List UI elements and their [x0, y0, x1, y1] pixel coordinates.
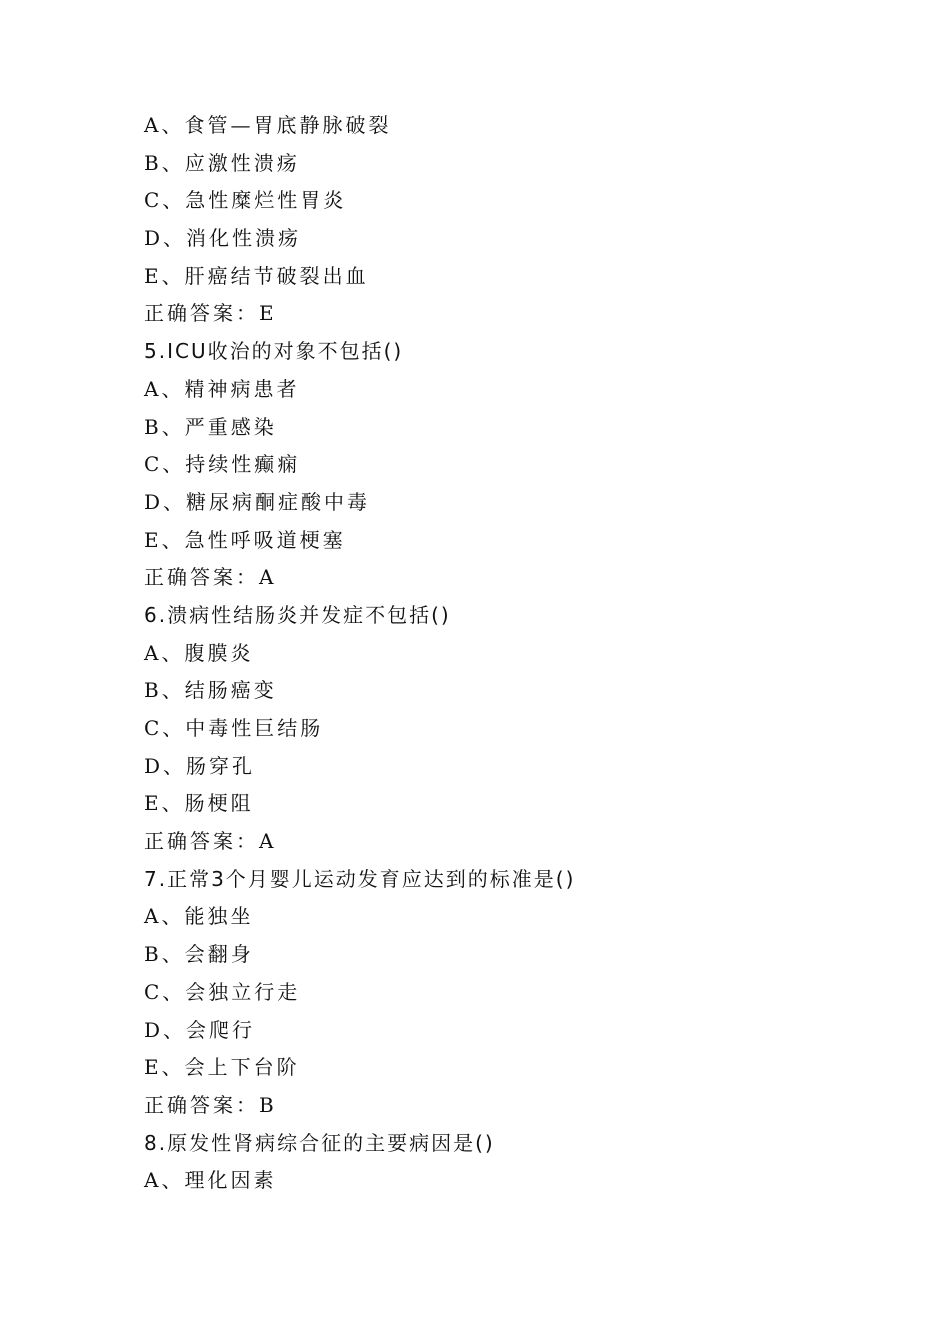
answer-option: B、结肠癌变: [144, 678, 277, 703]
question-text: 7.正常3个月婴儿运动发育应达到的标准是(): [144, 866, 576, 891]
answer-option: D、肠穿孔: [144, 753, 256, 778]
answer-option: C、会独立行走: [144, 979, 301, 1004]
answer-option: D、糖尿病酮症酸中毒: [144, 489, 371, 514]
question-text: 6.溃病性结肠炎并发症不包括(): [144, 602, 451, 627]
answer-option: A、腹膜炎: [144, 640, 254, 665]
answer-option: C、持续性癫痫: [144, 452, 301, 477]
question-text: 5.ICU收治的对象不包括(): [144, 339, 404, 364]
answer-option: A、精神病患者: [144, 376, 300, 401]
answer-option: B、应激性溃疡: [144, 150, 300, 175]
answer-option: C、急性糜烂性胃炎: [144, 188, 347, 213]
answer-option: E、急性呼吸道梗塞: [144, 527, 346, 552]
answer-option: A、食管—胃底静脉破裂: [144, 113, 392, 137]
answer-option: B、严重感染: [144, 414, 277, 439]
correct-answer: 正确答案：B: [144, 1092, 277, 1117]
answer-option: E、肠梗阻: [144, 791, 254, 816]
answer-option: C、中毒性巨结肠: [144, 716, 324, 740]
question-text: 8.原发性肾病综合征的主要病因是(): [144, 1130, 495, 1155]
correct-answer: 正确答案：A: [144, 829, 277, 854]
answer-option: E、肝癌结节破裂出血: [144, 263, 369, 288]
answer-option: B、会翻身: [144, 942, 254, 967]
document-body: [144, 107, 864, 1200]
answer-option: E、会上下台阶: [144, 1055, 300, 1080]
correct-answer: 正确答案：A: [144, 565, 277, 590]
answer-option: A、能独坐: [144, 904, 254, 929]
correct-answer: 正确答案：E: [144, 301, 277, 326]
answer-option: A、理化因素: [144, 1168, 277, 1193]
answer-option: D、会爬行: [144, 1017, 256, 1042]
answer-option: D、消化性溃疡: [144, 226, 302, 251]
